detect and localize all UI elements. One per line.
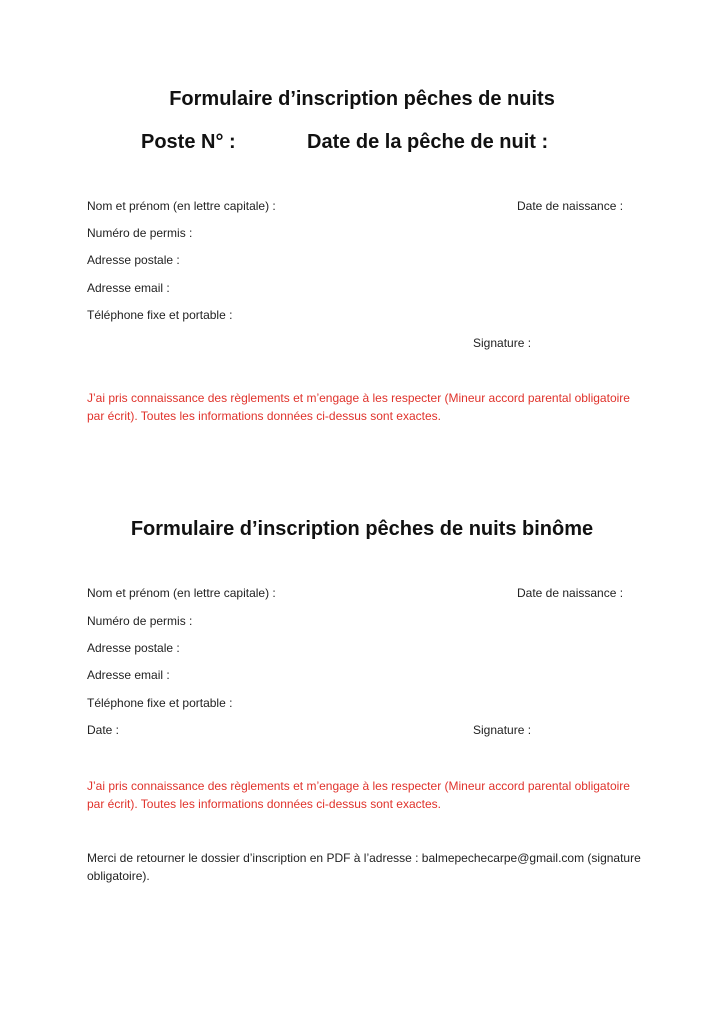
binome-email-field-label: Adresse email : xyxy=(87,668,170,682)
postal-address-field-label: Adresse postale : xyxy=(87,253,180,267)
poste-number-label: Poste N° : xyxy=(141,131,236,153)
binome-date-field-label: Date : xyxy=(87,723,120,737)
binome-postal-address-field-label: Adresse postale : xyxy=(87,641,180,655)
binome-name-field-label: Nom et prénom (en lettre capitale) : xyxy=(87,586,276,600)
signature-field-label: Signature : xyxy=(473,336,532,350)
form-title: Formulaire d’inscription pêches de nuits xyxy=(169,88,555,110)
binome-form-title: Formulaire d’inscription pêches de nuits binôme xyxy=(130,518,594,540)
binome-birthdate-field-label: Date de naissance : xyxy=(517,586,624,600)
email-field-label: Adresse email : xyxy=(87,281,170,295)
binome-rules-acknowledgement-notice: J’ai pris connaissance des règlements et m’engage à les respecter (Mineur accord parental obligatoire par écrit). Toutes les informations données ci-dessus sont exactes. xyxy=(87,779,630,811)
phone-field-label: Téléphone fixe et portable : xyxy=(87,308,233,322)
permit-number-field-label: Numéro de permis : xyxy=(87,226,193,240)
name-field-label: Nom et prénom (en lettre capitale) : xyxy=(87,199,276,213)
fishing-date-label: Date de la pêche de nuit : xyxy=(307,131,549,153)
rules-acknowledgement-notice: J’ai pris connaissance des règlements et m’engage à les respecter (Mineur accord parental obligatoire par écrit). Toutes les informations données ci-dessus sont exactes. xyxy=(87,391,630,423)
return-instructions: Merci de retourner le dossier d’inscription en PDF à l’adresse : balmepechecarpe@gmail.com (signature obligatoire). xyxy=(87,851,641,883)
binome-signature-field-label: Signature : xyxy=(473,723,532,737)
binome-permit-number-field-label: Numéro de permis : xyxy=(87,614,193,628)
binome-phone-field-label: Téléphone fixe et portable : xyxy=(87,696,233,710)
birthdate-field-label: Date de naissance : xyxy=(517,199,624,213)
